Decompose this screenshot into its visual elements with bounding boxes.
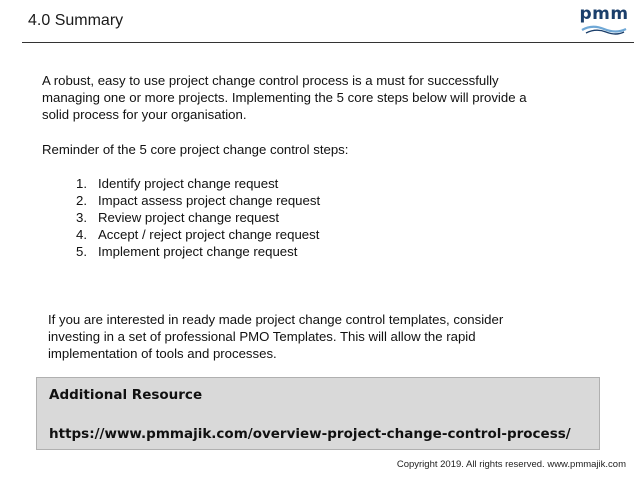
step-number: 3. — [76, 210, 87, 225]
page-title: 4.0 Summary — [28, 12, 124, 29]
step-number: 1. — [76, 176, 87, 191]
step-label: Impact assess project change request — [98, 193, 321, 208]
step-label: Implement project change request — [98, 244, 298, 259]
steps-list — [42, 175, 320, 260]
resource-link[interactable]: https://www.pmmajik.com/overview-project-change-control-process/ — [49, 426, 571, 442]
step-label: Accept / reject project change request — [98, 227, 320, 242]
list-item — [42, 209, 320, 226]
step-label: Identify project change request — [98, 176, 279, 191]
resource-title: Additional Resource — [49, 387, 203, 403]
header-divider — [22, 42, 634, 43]
copyright-text: Copyright 2019. All rights reserved. www.pmmajik.com — [396, 459, 626, 470]
step-label: Review project change request — [98, 210, 280, 225]
additional-resource-box — [36, 377, 600, 450]
step-number: 2. — [76, 193, 87, 208]
list-item — [42, 175, 320, 192]
logo-text: pmm — [579, 4, 629, 24]
reminder-text: Reminder of the 5 core project change control steps: — [42, 142, 349, 157]
wave-icon — [578, 24, 630, 36]
pmm-logo — [578, 4, 630, 38]
templates-paragraph: If you are interested in ready made project change control templates, consider investing in a set of professional PMO Templates. This will allow the rapid implementation of tools and processes. — [48, 312, 504, 361]
list-item — [42, 226, 320, 243]
list-item — [42, 243, 320, 260]
step-number: 5. — [76, 244, 87, 259]
intro-paragraph: A robust, easy to use project change control process is a must for successfully managing one or more projects. Implementing the 5 core steps below will provide a solid process for your organisation. — [42, 73, 527, 122]
step-number: 4. — [76, 227, 87, 242]
list-item — [42, 192, 320, 209]
